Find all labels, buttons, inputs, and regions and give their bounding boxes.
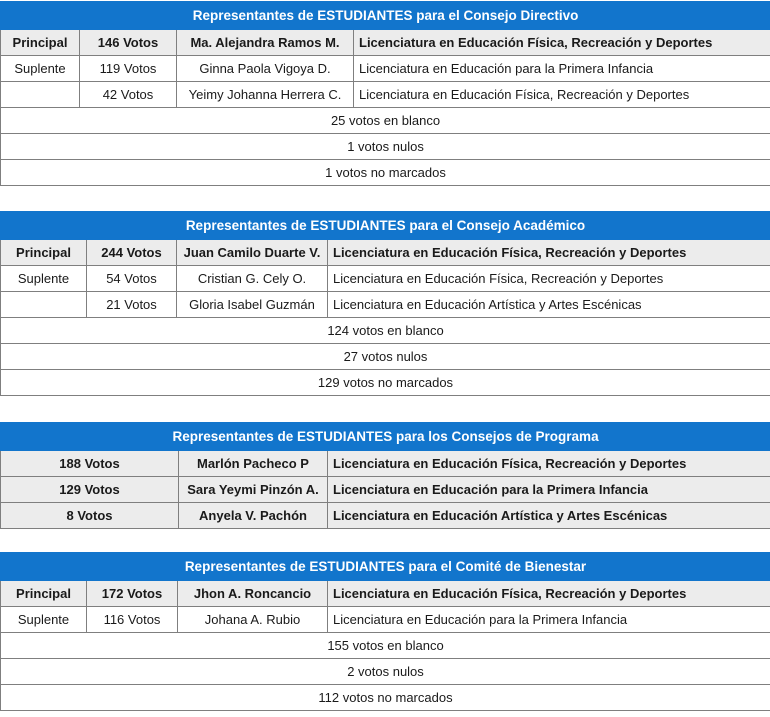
unmarked-votes: 129 votos no marcados (1, 370, 770, 396)
table-row (1, 503, 770, 529)
name-cell: Yeimy Johanna Herrera C. (177, 82, 354, 108)
null-votes: 27 votos nulos (1, 344, 770, 370)
votes-cell: 54 Votos (87, 266, 177, 292)
unmarked-votes: 1 votos no marcados (1, 160, 770, 186)
blank-votes: 155 votos en blanco (1, 633, 770, 659)
table-row (1, 607, 770, 633)
program-cell: Licenciatura en Educación Física, Recreación y Deportes (328, 266, 770, 292)
votes-cell: 21 Votos (87, 292, 177, 318)
role-cell: Principal (1, 30, 80, 56)
program-cell: Licenciatura en Educación Física, Recreación y Deportes (354, 30, 770, 56)
consejos-programa-title: Representantes de ESTUDIANTES para los Consejos de Programa (1, 423, 770, 451)
name-cell: Gloria Isabel Guzmán (177, 292, 328, 318)
name-cell: Jhon A. Roncancio (178, 581, 328, 607)
table-row (1, 451, 770, 477)
role-cell (1, 82, 80, 108)
name-cell: Cristian G. Cely O. (177, 266, 328, 292)
name-cell: Marlón Pacheco P (179, 451, 328, 477)
name-cell: Ginna Paola Vigoya D. (177, 56, 354, 82)
votes-cell: 129 Votos (1, 477, 179, 503)
table-row (1, 56, 770, 82)
name-cell: Juan Camilo Duarte V. (177, 240, 328, 266)
consejo-academico-table (0, 211, 770, 396)
role-cell: Suplente (1, 56, 80, 82)
table-row (1, 292, 770, 318)
consejo-directivo-title: Representantes de ESTUDIANTES para el Consejo Directivo (1, 2, 770, 30)
role-cell: Principal (1, 581, 87, 607)
table-row (1, 82, 770, 108)
consejo-directivo-table (0, 1, 770, 186)
program-cell: Licenciatura en Educación Física, Recreación y Deportes (354, 82, 770, 108)
votes-cell: 42 Votos (80, 82, 177, 108)
votes-cell: 146 Votos (80, 30, 177, 56)
null-votes: 1 votos nulos (1, 134, 770, 160)
role-cell: Suplente (1, 266, 87, 292)
name-cell: Sara Yeymi Pinzón A. (179, 477, 328, 503)
role-cell: Suplente (1, 607, 87, 633)
table-row (1, 581, 770, 607)
unmarked-votes: 112 votos no marcados (1, 685, 770, 711)
program-cell: Licenciatura en Educación para la Primera Infancia (328, 607, 770, 633)
blank-votes: 25 votos en blanco (1, 108, 770, 134)
comite-bienestar-table (0, 552, 770, 711)
votes-cell: 119 Votos (80, 56, 177, 82)
votes-cell: 172 Votos (87, 581, 178, 607)
program-cell: Licenciatura en Educación para la Primera Infancia (354, 56, 770, 82)
votes-cell: 188 Votos (1, 451, 179, 477)
name-cell: Johana A. Rubio (178, 607, 328, 633)
role-cell: Principal (1, 240, 87, 266)
program-cell: Licenciatura en Educación para la Primera Infancia (328, 477, 770, 503)
votes-cell: 116 Votos (87, 607, 178, 633)
votes-cell: 8 Votos (1, 503, 179, 529)
name-cell: Ma. Alejandra Ramos M. (177, 30, 354, 56)
consejo-academico-title: Representantes de ESTUDIANTES para el Consejo Académico (1, 212, 770, 240)
comite-bienestar-title: Representantes de ESTUDIANTES para el Comité de Bienestar (1, 553, 770, 581)
table-row (1, 30, 770, 56)
program-cell: Licenciatura en Educación Física, Recreación y Deportes (328, 581, 770, 607)
table-row (1, 240, 770, 266)
program-cell: Licenciatura en Educación Física, Recreación y Deportes (328, 451, 770, 477)
role-cell (1, 292, 87, 318)
program-cell: Licenciatura en Educación Física, Recreación y Deportes (328, 240, 770, 266)
consejos-programa-table (0, 422, 770, 529)
null-votes: 2 votos nulos (1, 659, 770, 685)
blank-votes: 124 votos en blanco (1, 318, 770, 344)
table-row (1, 477, 770, 503)
program-cell: Licenciatura en Educación Artística y Artes Escénicas (328, 503, 770, 529)
program-cell: Licenciatura en Educación Artística y Artes Escénicas (328, 292, 770, 318)
votes-cell: 244 Votos (87, 240, 177, 266)
name-cell: Anyela V. Pachón (179, 503, 328, 529)
table-row (1, 266, 770, 292)
